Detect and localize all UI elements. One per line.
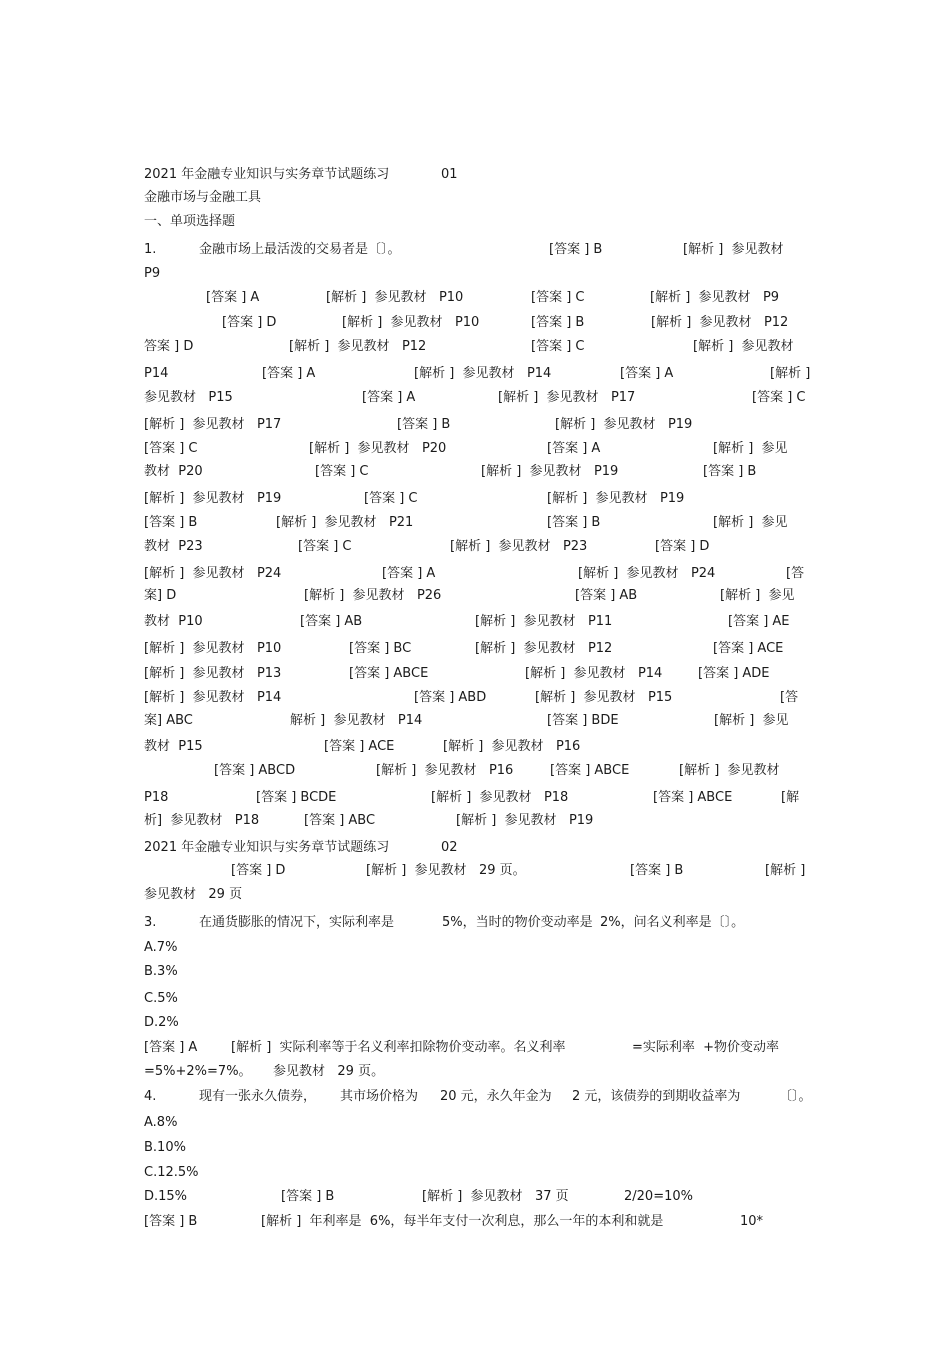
text-segment: 金融市场与金融工具	[144, 190, 262, 205]
text-segment: 教材 P20	[144, 464, 203, 479]
text-segment: 案] ABC	[144, 713, 193, 728]
text-segment: [解析 ] 参见教材 P19	[555, 417, 693, 432]
text-line	[0, 1213, 950, 1235]
text-line	[0, 862, 950, 884]
text-segment: [解析 ] 参见教材 P19	[481, 464, 619, 479]
text-segment: [解析 ] 参见	[720, 588, 795, 603]
text-line	[0, 265, 950, 287]
text-line	[0, 440, 950, 462]
text-line	[0, 665, 950, 687]
text-line	[0, 738, 950, 760]
text-line	[0, 213, 950, 235]
text-line	[0, 166, 950, 188]
text-segment: [解析 ] 参见教材 P18	[431, 790, 569, 805]
text-segment: 参见教材 29 页	[144, 887, 243, 902]
text-line	[0, 514, 950, 536]
text-segment: B.3%	[144, 964, 178, 979]
text-line	[0, 963, 950, 985]
text-segment: [解析 ] 参见教材 P24	[144, 566, 282, 581]
text-line	[0, 365, 950, 387]
text-segment: 答案 ] D	[144, 339, 194, 354]
text-line	[0, 1063, 950, 1085]
text-segment: [答案 ] ADE	[698, 666, 770, 681]
text-segment: [答案 ] B	[547, 515, 601, 530]
text-segment: [解析 ] 参见教材 P19	[456, 813, 594, 828]
text-segment: [答案 ] ACE	[324, 739, 395, 754]
text-segment: 20 元，永久年金为	[440, 1089, 552, 1104]
text-segment: [解析 ] 参见	[713, 515, 788, 530]
text-line	[0, 416, 950, 438]
text-line	[0, 1188, 950, 1210]
text-segment: B.10%	[144, 1140, 186, 1155]
text-segment: [解析 ] 参见教材 P11	[475, 614, 613, 629]
text-segment: [解析 ] 年利率是 6%，每半年支付一次利息，那么一年的本利和就是	[261, 1214, 664, 1229]
text-line	[0, 565, 950, 587]
text-segment: C.12.5%	[144, 1165, 199, 1180]
text-segment: D.2%	[144, 1015, 179, 1030]
text-segment: [答案 ] B	[281, 1189, 335, 1204]
text-segment: [答案 ] BC	[349, 641, 412, 656]
text-segment: [解析 ] 参见教材 P14	[525, 666, 663, 681]
text-segment: [解析 ] 参见教材 P23	[450, 539, 588, 554]
text-segment: 01	[441, 167, 458, 182]
text-line	[0, 939, 950, 961]
text-segment: [解析 ] 参见教材 P15	[535, 690, 673, 705]
text-segment: [解析 ] 参见教材 P19	[547, 491, 685, 506]
text-segment: 现有一张永久债券，	[199, 1089, 317, 1104]
text-segment: [答案 ] AB	[300, 614, 363, 629]
text-line	[0, 689, 950, 711]
text-segment: [答案 ] B	[144, 515, 198, 530]
text-segment: [解	[781, 790, 800, 805]
text-segment: [解析 ] 参见	[713, 441, 788, 456]
text-segment: P18	[144, 790, 169, 805]
text-segment: [答案 ] C	[531, 290, 585, 305]
text-segment: [答	[786, 566, 805, 581]
text-segment: C.5%	[144, 991, 178, 1006]
text-segment: [解析 ] 参见教材 P20	[309, 441, 447, 456]
text-segment: A.7%	[144, 940, 178, 955]
text-segment: 教材 P10	[144, 614, 203, 629]
text-line	[0, 338, 950, 360]
text-segment: D.15%	[144, 1189, 188, 1204]
text-line	[0, 789, 950, 811]
text-segment: [答案 ] A	[362, 390, 416, 405]
text-line	[0, 538, 950, 560]
text-segment: [答案 ] B	[703, 464, 757, 479]
text-line	[0, 1164, 950, 1186]
text-line	[0, 1139, 950, 1161]
text-segment: 一、单项选择题	[144, 214, 236, 229]
text-segment: [解析 ] 参见教材 P10	[342, 315, 480, 330]
text-segment: [答案 ] C	[315, 464, 369, 479]
text-line	[0, 1114, 950, 1136]
text-segment: 10*	[740, 1214, 764, 1229]
text-segment: [答案 ] ABCD	[214, 763, 296, 778]
text-segment: =实际利率 +物价变动率	[632, 1040, 780, 1055]
text-segment: [解析 ] 实际利率等于名义利率扣除物价变动率。名义利率	[231, 1040, 566, 1055]
text-segment: [答案 ] ABC	[304, 813, 376, 828]
text-segment: [答案 ] C	[298, 539, 352, 554]
text-line	[0, 587, 950, 609]
text-line	[0, 1088, 950, 1110]
text-segment: 2 元，该债券的到期收益率为	[572, 1089, 741, 1104]
text-segment: 2/20=10%	[624, 1189, 693, 1204]
text-segment: [答案 ] C	[752, 390, 806, 405]
text-segment: 教材 P15	[144, 739, 203, 754]
text-segment: [解析 ] 参见教材 P14	[414, 366, 552, 381]
text-segment: 2021 年金融专业知识与实务章节试题练习	[144, 167, 390, 182]
text-segment: 解析 ] 参见教材 P14	[290, 713, 423, 728]
text-segment: [解析 ] 参见教材 P9	[650, 290, 780, 305]
text-segment: [解析 ] 参见教材 37 页	[422, 1189, 569, 1204]
text-segment: P14	[144, 366, 169, 381]
text-segment: 案] D	[144, 588, 177, 603]
text-segment: [解析 ] 参见教材 P14	[144, 690, 282, 705]
text-segment: 2%，问名义利率是〔〕。	[600, 915, 745, 930]
text-segment: 其市场价格为	[340, 1089, 419, 1104]
text-segment: [解析 ] 参见教材 P12	[651, 315, 789, 330]
text-line	[0, 839, 950, 861]
text-segment: 参见教材 29 页。	[273, 1064, 385, 1079]
text-segment: [答案 ] B	[531, 315, 585, 330]
text-segment: 参见教材 P15	[144, 390, 233, 405]
text-line	[0, 241, 950, 263]
text-segment: 5%，当时的物价变动率是	[442, 915, 593, 930]
text-segment: [解析 ] 参见教材	[683, 242, 784, 257]
text-segment: [答案 ] A	[382, 566, 436, 581]
text-line	[0, 1039, 950, 1061]
text-segment: [答案 ] ABCE	[349, 666, 429, 681]
text-segment: [答案 ] D	[231, 863, 286, 878]
text-segment: [答案 ] B	[630, 863, 684, 878]
text-segment: [答案 ] AB	[575, 588, 638, 603]
text-line	[0, 490, 950, 512]
text-segment: [解析 ] 参见教材 P19	[144, 491, 282, 506]
text-line	[0, 613, 950, 635]
text-segment: A.8%	[144, 1115, 178, 1130]
text-segment: 2021 年金融专业知识与实务章节试题练习	[144, 840, 390, 855]
text-segment: 金融市场上最活泼的交易者是〔〕。	[199, 242, 401, 257]
text-segment: 〔〕。	[779, 1089, 812, 1104]
text-segment: [答案 ] ABD	[414, 690, 487, 705]
text-segment: [解析 ] 参见教材 P17	[144, 417, 282, 432]
text-segment: 4.	[144, 1089, 157, 1104]
text-segment: [解析 ] 参见教材 P13	[144, 666, 282, 681]
text-segment: [答案 ] B	[144, 1214, 198, 1229]
text-segment: [解析 ] 参见教材 P21	[276, 515, 414, 530]
text-segment: [答案 ] C	[144, 441, 198, 456]
text-line	[0, 990, 950, 1012]
text-segment: [答	[780, 690, 799, 705]
text-line	[0, 314, 950, 336]
text-segment: [解析 ] 参见教材 P16	[376, 763, 514, 778]
text-line	[0, 886, 950, 908]
text-segment: [答案 ] B	[397, 417, 451, 432]
text-segment: 02	[441, 840, 458, 855]
text-segment: [解析 ] 参见	[714, 713, 789, 728]
text-segment: [解析 ] 参见教材 P16	[443, 739, 581, 754]
text-segment: [答案 ] ABCE	[550, 763, 630, 778]
text-segment: [解析 ] 参见教材 P17	[498, 390, 636, 405]
text-line	[0, 1014, 950, 1036]
text-line	[0, 463, 950, 485]
text-segment: [答案 ] ABCE	[653, 790, 733, 805]
text-segment: P9	[144, 266, 161, 281]
text-segment: [答案 ] A	[144, 1040, 198, 1055]
text-segment: [答案 ] A	[620, 366, 674, 381]
text-segment: [解析 ] 参见教材 P24	[578, 566, 716, 581]
text-line	[0, 289, 950, 311]
text-line	[0, 640, 950, 662]
text-segment: [解析 ] 参见教材 29 页。	[366, 863, 526, 878]
text-segment: [解析 ] 参见教材 P10	[144, 641, 282, 656]
text-line	[0, 812, 950, 834]
text-segment: [解析 ] 参见教材 P12	[289, 339, 427, 354]
text-segment: =5%+2%=7%。	[144, 1064, 252, 1079]
text-segment: [答案 ] A	[262, 366, 316, 381]
text-segment: [答案 ] C	[364, 491, 418, 506]
text-segment: 析] 参见教材 P18	[144, 813, 260, 828]
text-segment: [解析 ] 参见教材 P26	[304, 588, 442, 603]
text-segment: [解析 ]	[765, 863, 806, 878]
text-line	[0, 762, 950, 784]
text-segment: [答案 ] D	[222, 315, 277, 330]
text-segment: [解析 ] 参见教材 P12	[475, 641, 613, 656]
text-segment: [解析 ] 参见教材	[693, 339, 794, 354]
text-line	[0, 712, 950, 734]
text-segment: 3.	[144, 915, 157, 930]
text-segment: [答案 ] A	[547, 441, 601, 456]
text-segment: [解析 ] 参见教材 P10	[326, 290, 464, 305]
text-line	[0, 914, 950, 936]
text-segment: [答案 ] B	[549, 242, 603, 257]
text-segment: 1.	[144, 242, 157, 257]
text-segment: [答案 ] BCDE	[256, 790, 337, 805]
text-segment: [答案 ] ACE	[713, 641, 784, 656]
text-segment: [解析 ] 参见教材	[679, 763, 780, 778]
text-segment: [解析 ]	[770, 366, 811, 381]
text-line	[0, 189, 950, 211]
text-segment: 在通货膨胀的情况下，实际利率是	[199, 915, 395, 930]
text-line	[0, 389, 950, 411]
text-segment: [答案 ] D	[655, 539, 710, 554]
text-segment: [答案 ] C	[531, 339, 585, 354]
text-segment: [答案 ] BDE	[547, 713, 619, 728]
text-segment: [答案 ] AE	[728, 614, 790, 629]
text-segment: [答案 ] A	[206, 290, 260, 305]
text-segment: 教材 P23	[144, 539, 203, 554]
